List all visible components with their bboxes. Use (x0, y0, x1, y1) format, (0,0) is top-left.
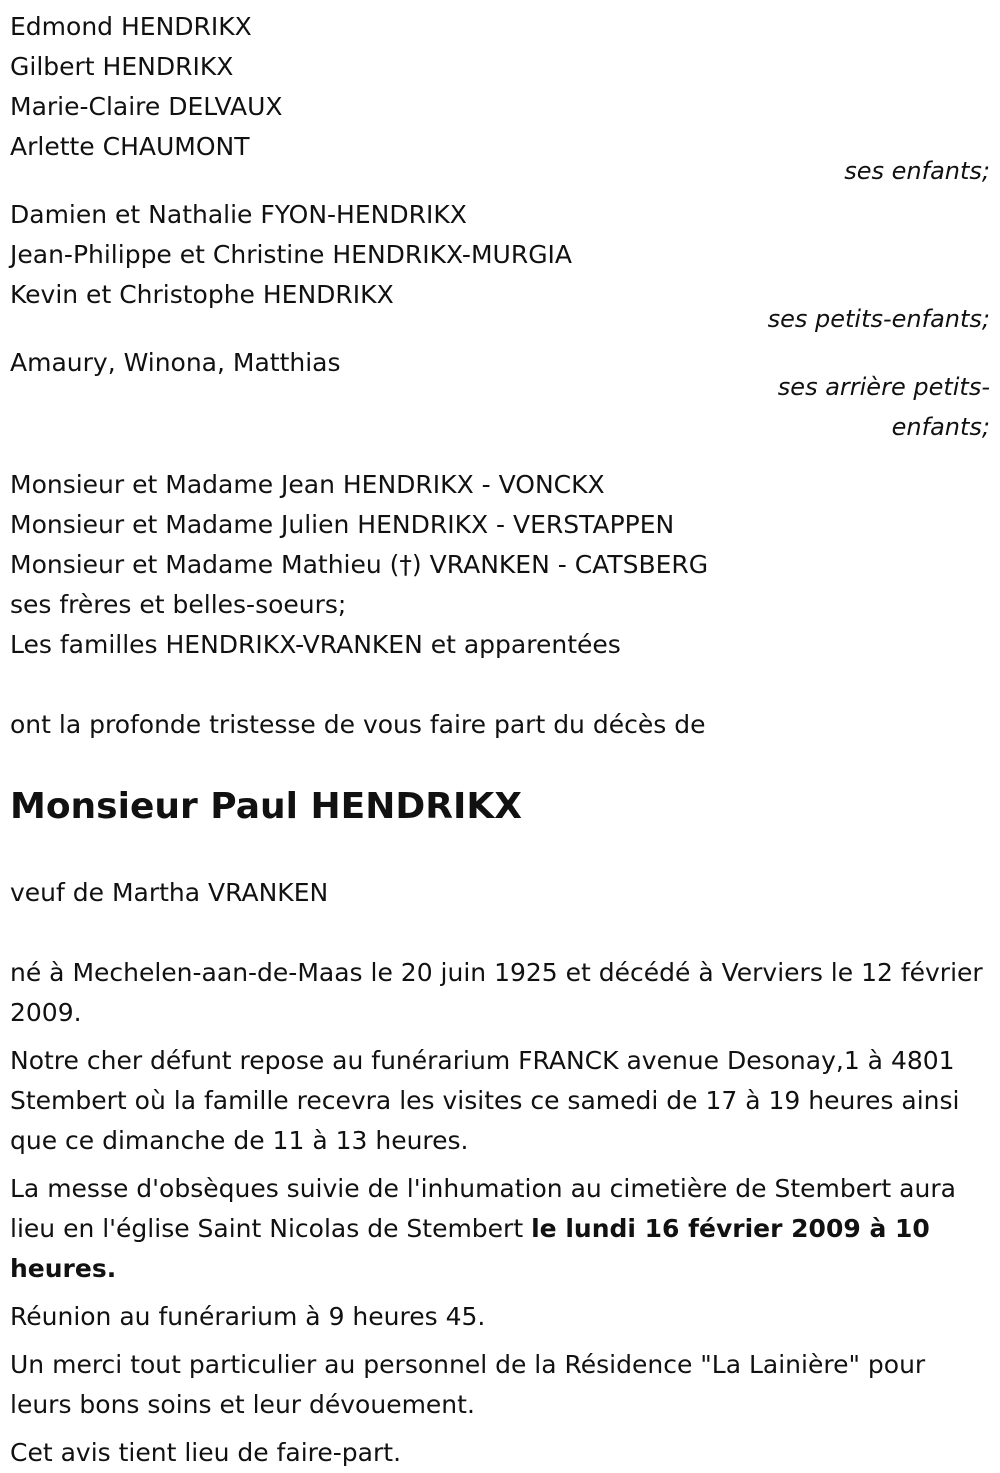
families-line: Les familles HENDRIKX-VRANKEN et apparentées (10, 630, 621, 659)
great-grandchild-names: Amaury, Winona, Matthias (10, 348, 341, 377)
siblings-group (10, 465, 990, 665)
meeting-paragraph: Réunion au funérarium à 9 heures 45. (10, 1302, 486, 1331)
grandchildren-group (10, 195, 990, 339)
funeral-paragraph (10, 1169, 990, 1289)
visitation-paragraph: Notre cher défunt repose au funérarium FRANCK avenue Desonay,1 à 4801 Stembert où la famille recevra les visites ce samedi de 17 à 19 heures ainsi que ce dimanche de 11 à 13 heures. (10, 1046, 960, 1155)
sibling-name: Monsieur et Madame Julien HENDRIKX - VERSTAPPEN (10, 510, 675, 539)
grandchild-name: Damien et Nathalie FYON-HENDRIKX (10, 200, 467, 229)
great-grandchildren-group (10, 343, 990, 447)
widower-line: veuf de Martha VRANKEN (10, 878, 329, 907)
child-name: Edmond HENDRIKX (10, 12, 252, 41)
grandchild-name: Kevin et Christophe HENDRIKX (10, 280, 394, 309)
funeral-text: La messe d'obsèques suivie de l'inhumation au cimetière de Stembert aura lieu en l'église Saint Nicolas de Stembert (10, 1174, 956, 1243)
birth-death-paragraph: né à Mechelen-aan-de-Maas le 20 juin 1925 et décédé à Verviers le 12 février 2009. (10, 958, 983, 1027)
great-grandchildren-label-continued: enfants; (891, 413, 990, 441)
children-label: ses enfants; (844, 157, 990, 185)
announcement-text: ont la profonde tristesse de vous faire part du décès de (10, 710, 706, 739)
child-name: Marie-Claire DELVAUX (10, 92, 283, 121)
grandchild-name: Jean-Philippe et Christine HENDRIKX-MURGIA (10, 240, 573, 269)
funeral-date-time: le lundi 16 février 2009 à 10 heures. (10, 1214, 930, 1283)
sibling-name: Monsieur et Madame Jean HENDRIKX - VONCKX (10, 470, 605, 499)
children-group (10, 7, 990, 191)
sibling-name: Monsieur et Madame Mathieu (†) VRANKEN - CATSBERG (10, 550, 709, 579)
siblings-label: ses frères et belles-soeurs; (10, 590, 347, 619)
thanks-paragraph: Un merci tout particulier au personnel de la Résidence "La Lainière" pour leurs bons soins et leur dévouement. (10, 1350, 926, 1419)
deceased-name: Monsieur Paul HENDRIKX (10, 786, 522, 827)
child-name: Gilbert HENDRIKX (10, 52, 234, 81)
great-grandchildren-label: ses arrière petits- (777, 373, 990, 401)
child-name: Arlette CHAUMONT (10, 132, 250, 161)
grandchildren-label: ses petits-enfants; (767, 305, 990, 333)
closing-paragraph: Cet avis tient lieu de faire-part. (10, 1438, 402, 1467)
